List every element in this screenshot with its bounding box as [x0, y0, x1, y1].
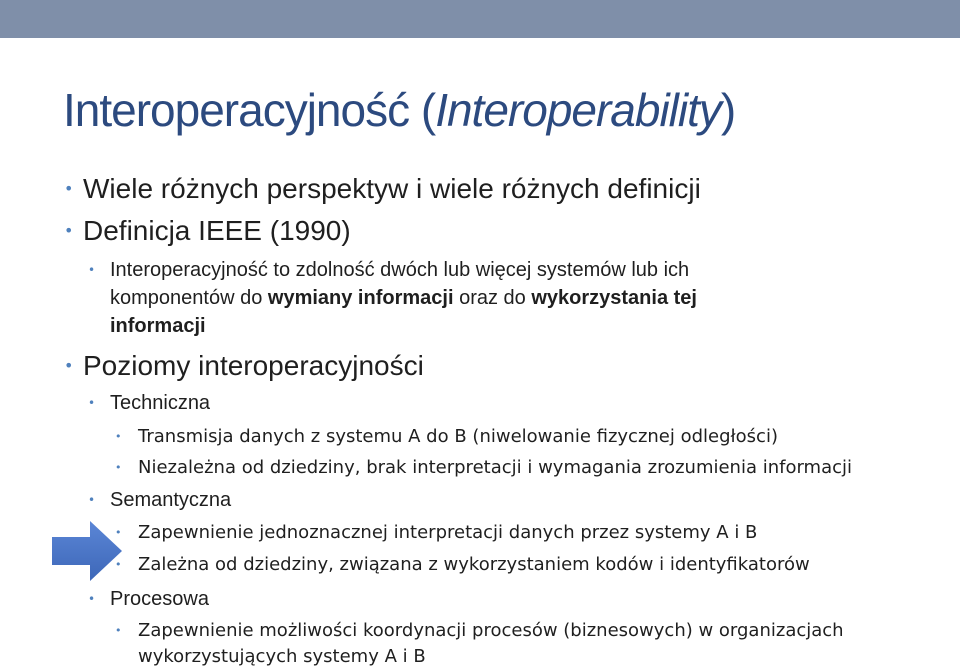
right-arrow-icon	[52, 521, 122, 581]
bullet-dot-icon: •	[115, 461, 122, 474]
slide-title: Interoperacyjność (Interoperability)	[63, 84, 736, 136]
bullet-dot-icon: •	[115, 558, 122, 571]
bullet-dot-icon: •	[88, 396, 96, 410]
bullet-dot-icon: •	[64, 356, 74, 375]
bullet-dot-icon: •	[88, 592, 96, 606]
bullet-dot-icon: •	[115, 526, 122, 539]
bullet-dot-icon: •	[115, 430, 122, 443]
bullet-dot-icon: •	[64, 179, 74, 198]
bullet-dot-icon: •	[64, 221, 74, 240]
slide-content: • Wiele różnych perspektyw i wiele różnych definicji • Definicja IEEE (1990) • Interoperacyjność to zdolność dwóch lub więcej systemów lub ich komponentów do wymiany informacji oraz do wykorzystania tej informacji • Poziomy interoperacyjności • Techniczna • Transmisja danych z systemu A do B (niwelowanie fizycznej odległości) • Niezależna od dziedziny, brak interpretacji i wymagania zrozumienia informacji • Semantyczna • Zapewnienie jednoznacznej interpretacji danych przez systemy A i B • Zależna od dziedziny, związana z wykorzystaniem kodów i identyfikatorów • Procesowa • Zapewnienie możliwości koordynacji procesów (biznesowych) w organizacjach wykorzystujących systemy A i B	[64, 173, 853, 667]
bullet-dot-icon: •	[88, 263, 96, 277]
bullet-dot-icon: •	[88, 493, 96, 507]
bullet-dot-icon: •	[115, 624, 122, 637]
